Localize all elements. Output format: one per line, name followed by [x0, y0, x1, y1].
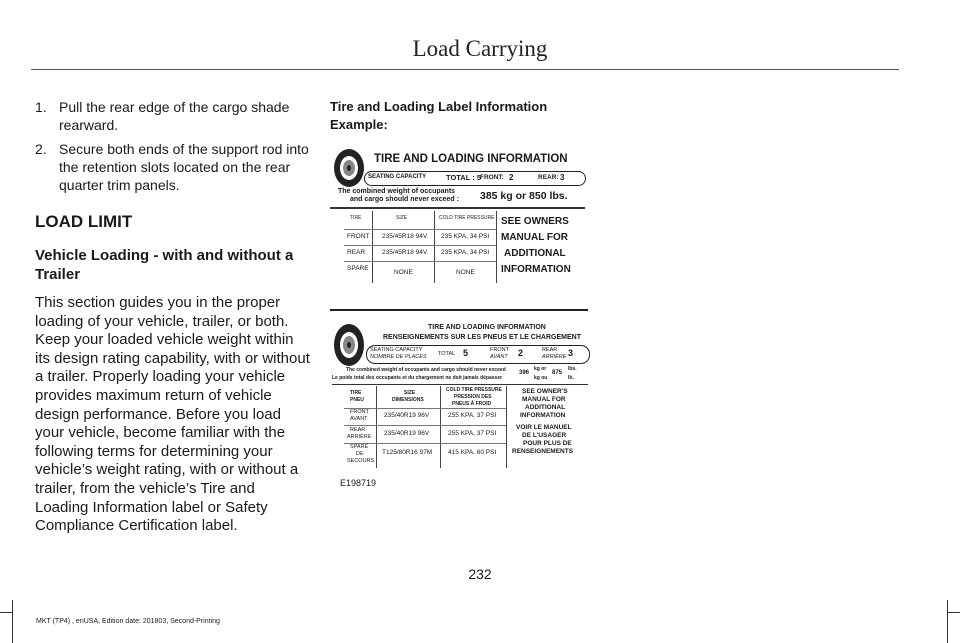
label2-side-note: RENSEIGNEMENTS — [512, 448, 574, 455]
label1-col-size: SIZE — [396, 215, 408, 221]
label1-row-pos: REAR — [347, 249, 366, 256]
label1-side-note: SEE OWNERS — [501, 216, 569, 227]
step-number: 1. — [35, 99, 47, 115]
label1-seating: SEATING CAPACITY — [368, 174, 427, 180]
row-divider — [344, 443, 506, 444]
label1-row-pos: SPARE — [347, 265, 369, 272]
step-number: 2. — [35, 141, 47, 157]
tire-wheel-icon — [332, 147, 366, 189]
step-item — [35, 140, 311, 194]
label1-side-note: INFORMATION — [501, 264, 571, 275]
subsection-title: Vehicle Loading - with and without a Trailer — [35, 247, 294, 283]
column-divider — [372, 211, 373, 283]
label2-front-fr: AVANT — [490, 354, 508, 360]
label1-front: FRONT: — [480, 174, 504, 181]
label2-total-val: 5 — [463, 348, 469, 358]
body-paragraph: This section guides you in the proper loading of your vehicle, trailer, or both. Keep your loaded vehicle weight within its design rating capability, with or without a trailer. Properly loading your vehicle provides maximum return of vehicle design performance. Before you load your vehicle, become familiar with the following terms for determining your vehicle’s weight rating, with or without a trailer, from the vehicle’s Tire and Loading Information label or Safety Compliance Certification label. — [35, 294, 310, 535]
label1-row-pressure: 235 KPA, 34 PSI — [441, 233, 490, 240]
label2-kg-en: kg or — [534, 366, 547, 372]
divider — [332, 384, 588, 385]
label2-side-note: SEE OWNER'S — [522, 388, 568, 395]
label2-col-pressure-fr: PRESSION DES — [454, 394, 492, 400]
label1-weight-text: The combined weight of occupants — [338, 188, 456, 195]
label2-col-size-fr: DIMENSIONS — [392, 397, 424, 403]
label2-row-pressure: 255 KPA, 37 PSI — [448, 412, 497, 419]
label2-row-pressure: 415 KPA, 60 PSI — [448, 449, 497, 456]
label2-lbs-val: 875 — [552, 370, 563, 376]
label2-rear-val: 3 — [568, 348, 574, 358]
column-divider — [434, 211, 435, 283]
label2-lbs-fr: lb. — [568, 375, 574, 381]
label2-rear-en: REAR — [542, 347, 558, 353]
label1-row-pos: FRONT — [347, 233, 370, 240]
label2-rear-fr: ARRIÈRE — [542, 354, 567, 360]
label1-rear: REAR: — [538, 174, 559, 181]
label1-rear-val: 3 — [560, 173, 565, 182]
divider — [330, 207, 585, 209]
label1-row-pressure: NONE — [456, 269, 475, 276]
label1-row-size: NONE — [394, 269, 413, 276]
tire-wheel-icon — [332, 322, 366, 368]
label2-row-pos-fr: DE — [356, 451, 364, 457]
label2-front-en: FRONT — [490, 347, 509, 353]
column-divider — [440, 386, 441, 468]
left-column — [35, 98, 311, 536]
header-rule — [31, 69, 899, 70]
label1-row-size: 235/45R18 94V — [382, 233, 428, 240]
label2-row-size: 235/40R19 96V — [384, 412, 430, 419]
label2-seating-en: SEATING CAPACITY — [370, 347, 423, 353]
label1-total: TOTAL : 5 — [446, 173, 482, 182]
label2-col-tire: TIRE — [350, 390, 362, 396]
label2-side-note: INFORMATION — [520, 412, 566, 419]
crop-mark — [12, 600, 13, 643]
label2-col-pressure-fr2: PNEUS À FROID — [452, 401, 492, 407]
label1-weight-text2: and cargo should never exceed : — [350, 196, 459, 203]
label2-row-pos: REAR — [350, 427, 366, 433]
label2-lbs-en: lbs. — [568, 366, 577, 372]
label2-row-size: 235/40R19 96V — [384, 430, 430, 437]
label2-side-note: VOIR LE MANUEL — [516, 424, 572, 431]
label2-row-size: T125/80R16 97M — [382, 449, 433, 456]
label-example-title: Tire and Loading Label Information — [330, 99, 548, 114]
label2-front-val: 2 — [518, 348, 524, 358]
label2-row-pos: SPARE — [350, 444, 369, 450]
label2-row-pos: FRONT — [350, 409, 369, 415]
label2-seating-fr: NOMBRE DE PLACES — [370, 354, 427, 360]
crop-mark — [947, 600, 948, 643]
column-divider — [376, 386, 377, 468]
page-number: 232 — [468, 566, 492, 582]
row-divider — [344, 229, 496, 230]
crop-mark — [0, 612, 12, 613]
tire-label-bilingual — [330, 320, 595, 470]
label2-title-en: TIRE AND LOADING INFORMATION — [428, 324, 546, 331]
label2-col-tire-fr: PNEU — [350, 397, 364, 403]
label2-col-size: SIZE — [404, 390, 416, 396]
label1-row-pressure: 235 KPA, 34 PSI — [441, 249, 490, 256]
row-divider — [344, 425, 506, 426]
step-item — [35, 98, 311, 134]
label2-col-pressure: COLD TIRE PRESSURE — [446, 387, 502, 393]
column-divider — [496, 211, 497, 283]
column-divider — [506, 386, 507, 468]
label2-side-note: DE L'USAGER — [522, 432, 567, 439]
label2-side-note: POUR PLUS DE — [523, 440, 572, 447]
label2-title-fr: RENSEIGNEMENTS SUR LES PNEUS ET LE CHARGEMENT — [383, 334, 581, 341]
label1-side-note: MANUAL FOR — [501, 232, 569, 243]
label2-kg-val: 396 — [519, 370, 530, 376]
row-divider — [344, 245, 496, 246]
tire-label-english — [330, 145, 595, 285]
label-separator — [330, 309, 588, 311]
label2-side-note: ADDITIONAL — [525, 404, 566, 411]
row-divider — [344, 261, 496, 262]
label1-row-size: 235/45R18 94V — [382, 249, 428, 256]
label2-row-pos-fr: AVANT — [350, 416, 368, 422]
label2-side-note: MANUAL FOR — [522, 396, 566, 403]
label1-weight-value: 385 kg or 850 lbs. — [480, 190, 568, 202]
label2-kg-fr: kg ou — [534, 375, 548, 381]
right-column-title — [330, 98, 600, 134]
page-header-title: Load Carrying — [412, 36, 548, 61]
label2-row-pos-fr2: SECOURS — [347, 458, 375, 464]
label2-total: TOTAL — [438, 351, 456, 357]
label1-col-pressure: COLD TIRE PRESSURE — [439, 215, 495, 221]
label1-title: TIRE AND LOADING INFORMATION — [374, 153, 568, 165]
label2-weight-fr: Le poids total des occupants et du chargement ne doit jamais dépasser — [332, 375, 503, 381]
label-example-subtitle: Example: — [330, 117, 388, 132]
crop-mark — [948, 612, 960, 613]
label2-row-pressure: 255 KPA, 37 PSI — [448, 430, 497, 437]
section-title: LOAD LIMIT — [35, 212, 133, 231]
figure-code: E198719 — [340, 478, 377, 488]
label1-side-note: ADDITIONAL — [504, 248, 566, 259]
label2-row-pos-fr: ARRIÈRE — [347, 434, 372, 440]
label1-col-tire: TIRE — [350, 215, 362, 221]
step-text: Secure both ends of the support rod into the retention slots located on the rear quarter trim panels. — [59, 141, 309, 193]
label2-weight-en: The combined weight of occupants and cargo should never exceed — [346, 367, 506, 373]
step-text: Pull the rear edge of the cargo shade rearward. — [59, 99, 290, 133]
label1-front-val: 2 — [509, 173, 514, 182]
footer-edition: MKT (TP4) , enUSA, Edition date: 201803, Second-Printing — [36, 618, 220, 625]
